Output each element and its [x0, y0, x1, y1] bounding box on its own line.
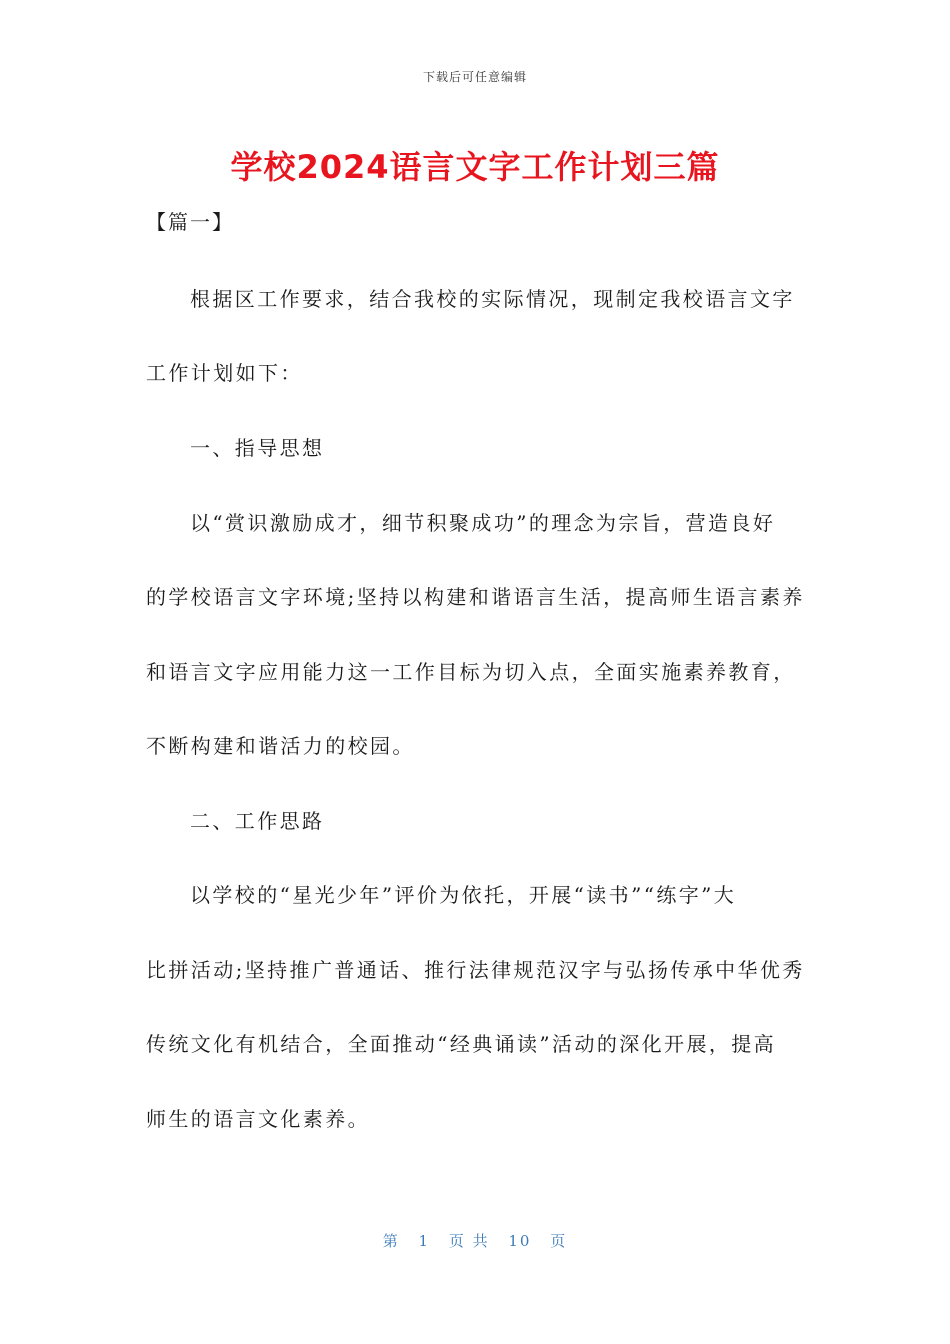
header-note: 下载后可任意编辑 — [422, 70, 527, 84]
page-prefix: 第 — [382, 1232, 400, 1250]
body-line: 的学校语言文字环境;坚持以构建和谐语言生活，提高师生语言素养 — [146, 585, 805, 609]
body-line: 以“赏识激励成才，细节积聚成功”的理念为宗旨，营造良好 — [190, 511, 776, 535]
body-line: 工作计划如下： — [146, 361, 303, 385]
section-heading: 一、指导思想 — [190, 436, 325, 460]
body-line: 师生的语言文化素养。 — [146, 1107, 370, 1131]
body-line: 不断构建和谐活力的校园。 — [146, 734, 415, 758]
page-number: 1 — [418, 1232, 431, 1250]
section-heading: 二、工作思路 — [190, 809, 325, 833]
page-mid: 页 共 — [448, 1232, 490, 1250]
body-line: 和语言文字应用能力这一工作目标为切入点，全面实施素养教育， — [146, 660, 796, 684]
section-tag: 【篇一】 — [146, 210, 234, 234]
page-total: 10 — [508, 1232, 532, 1250]
body-line: 根据区工作要求，结合我校的实际情况，现制定我校语言文字 — [190, 287, 795, 311]
body-line: 以学校的“星光少年”评价为依托，开展“读书”“练字”大 — [190, 883, 737, 907]
body-line: 传统文化有机结合，全面推动“经典诵读”活动的深化开展，提高 — [146, 1032, 777, 1056]
page-footer — [0, 1230, 950, 1251]
body-line: 比拼活动;坚持推广普通话、推行法律规范汉字与弘扬传承中华优秀 — [146, 958, 805, 982]
page-suffix: 页 — [550, 1232, 568, 1250]
document-title: 学校2024语言文字工作计划三篇 — [230, 148, 720, 186]
